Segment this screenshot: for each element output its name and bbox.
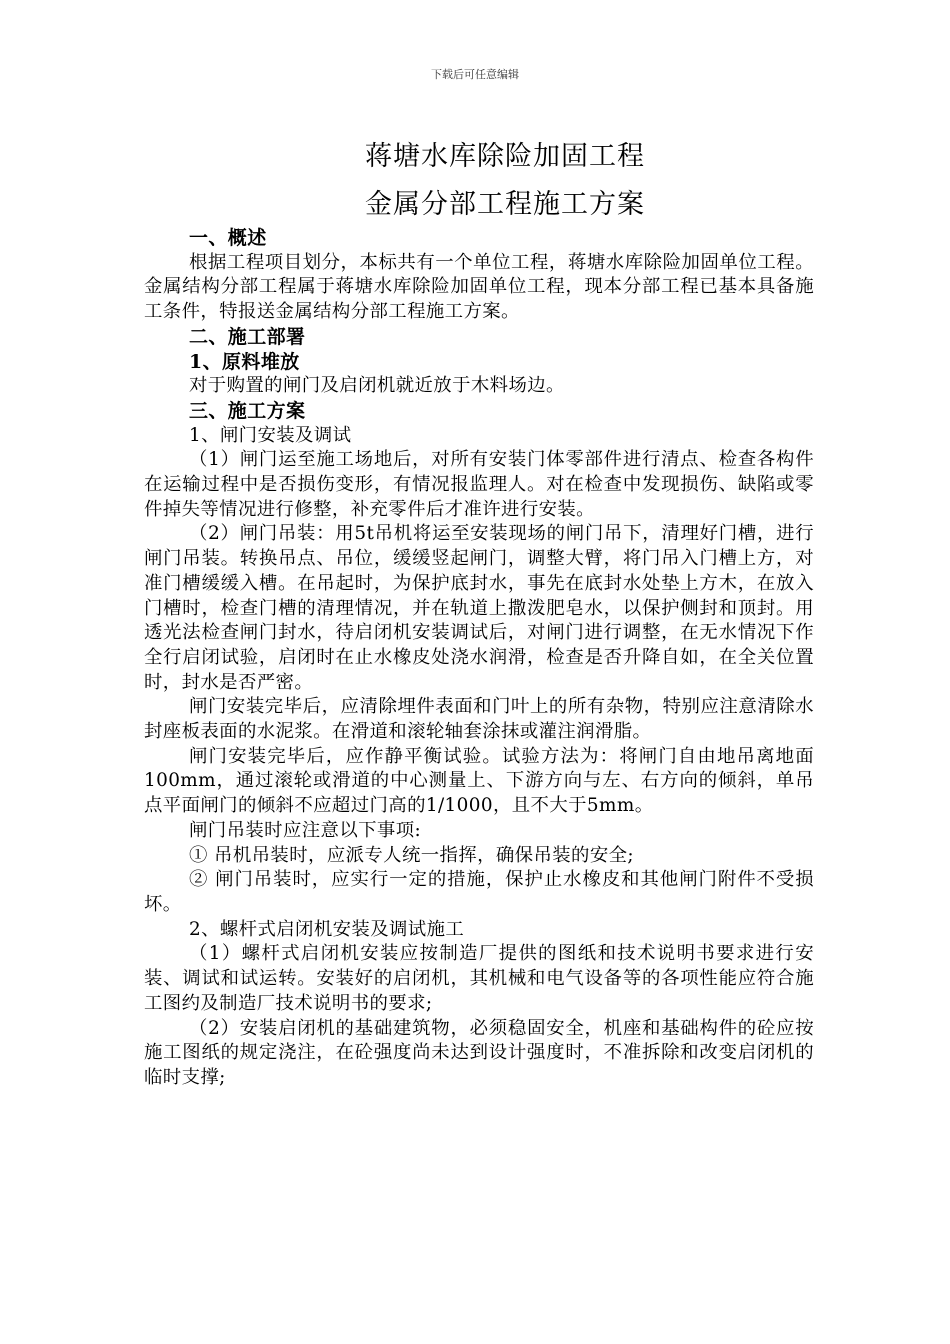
subsection-title: 1、闸门安装及调试	[189, 424, 352, 446]
paragraph: （2）安装启闭机的基础建筑物，必须稳固安全，机座和基础构件的砼应按施工图纸的规定浇注，在砼强度尚未达到设计强度时，不准拆除和改变启闭机的临时支撑;	[144, 1017, 814, 1088]
subsection-heading-materials: 1、原料堆放	[189, 350, 300, 373]
section-heading-plan: 三、施工方案	[189, 399, 306, 422]
paragraph: 闸门安装完毕后，应作静平衡试验。试验方法为：将闸门自由地吊离地面100mm，通过滚轮或滑道的中心测量上、下游方向与左、右方向的倾斜，单吊点平面闸门的倾斜不应超过门高的1/1000，且不大于5mm。	[144, 745, 814, 817]
section-heading-overview: 一、概述	[189, 227, 267, 249]
paragraph: （2）闸门吊装：用5t吊机将运至安装现场的闸门吊下，清理好门槽，进行闸门吊装。转换吊点、吊位，缓缓竖起闸门，调整大臂，将门吊入门槽上方，对准门槽缓缓入槽。在吊起时，为保护底封水，事先在底封水处垫上方木，在放入门槽时，检查门槽的清理情况，并在轨道上撒泼肥皂水，以保护侧封和顶封。用透光法检查闸门封水，待启闭机安装调试后，对闸门进行调整，在无水情况下作全行启闭试验，启闭时在止水橡皮处浇水润滑，检查是否升降自如，在全关位置时，封水是否严密。	[144, 523, 814, 693]
paragraph: 闸门吊装时应注意以下事项:	[189, 819, 422, 841]
subsection-title: 2、螺杆式启闭机安装及调试施工	[189, 918, 465, 940]
document-body	[144, 226, 814, 1091]
list-item: ① 吊机吊装时，应派专人统一指挥，确保吊装的安全;	[189, 844, 635, 866]
document-title-line1: 蒋塘水库除险加固工程	[365, 141, 645, 172]
document-title-line2: 金属分部工程施工方案	[365, 189, 645, 220]
section-heading-deployment: 二、施工部署	[189, 325, 306, 348]
paragraph: （1）闸门运至施工场地后，对所有安装门体零部件进行清点、检查各构件在运输过程中是否损伤变形，有情况报监理人。对在检查中发现损伤、缺陷或零件掉失等情况进行修整，补充零件后才准许进行安装。	[144, 449, 814, 520]
paragraph: 闸门安装完毕后，应清除埋件表面和门叶上的所有杂物，特别应注意清除水封座板表面的水泥浆。在滑道和滚轮轴套涂抹或灌注润滑脂。	[144, 696, 814, 743]
list-item: ② 闸门吊装时，应实行一定的措施，保护止水橡皮和其他闸门附件不受损坏。	[144, 869, 814, 915]
paragraph: 对于购置的闸门及启闭机就近放于木料场边。	[189, 375, 565, 397]
header-note: 下载后可任意编辑	[431, 68, 519, 81]
paragraph: 根据工程项目划分，本标共有一个单位工程，蒋塘水库除险加固单位工程。金属结构分部工程属于蒋塘水库除险加固单位工程，现本分部工程已基本具备施工条件，特报送金属结构分部工程施工方案。	[144, 251, 814, 323]
paragraph: （1）螺杆式启闭机安装应按制造厂提供的图纸和技术说明书要求进行安装、调试和试运转。安装好的启闭机，其机械和电气设备等的各项性能应符合施工图约及制造厂技术说明书的要求;	[144, 943, 814, 1014]
